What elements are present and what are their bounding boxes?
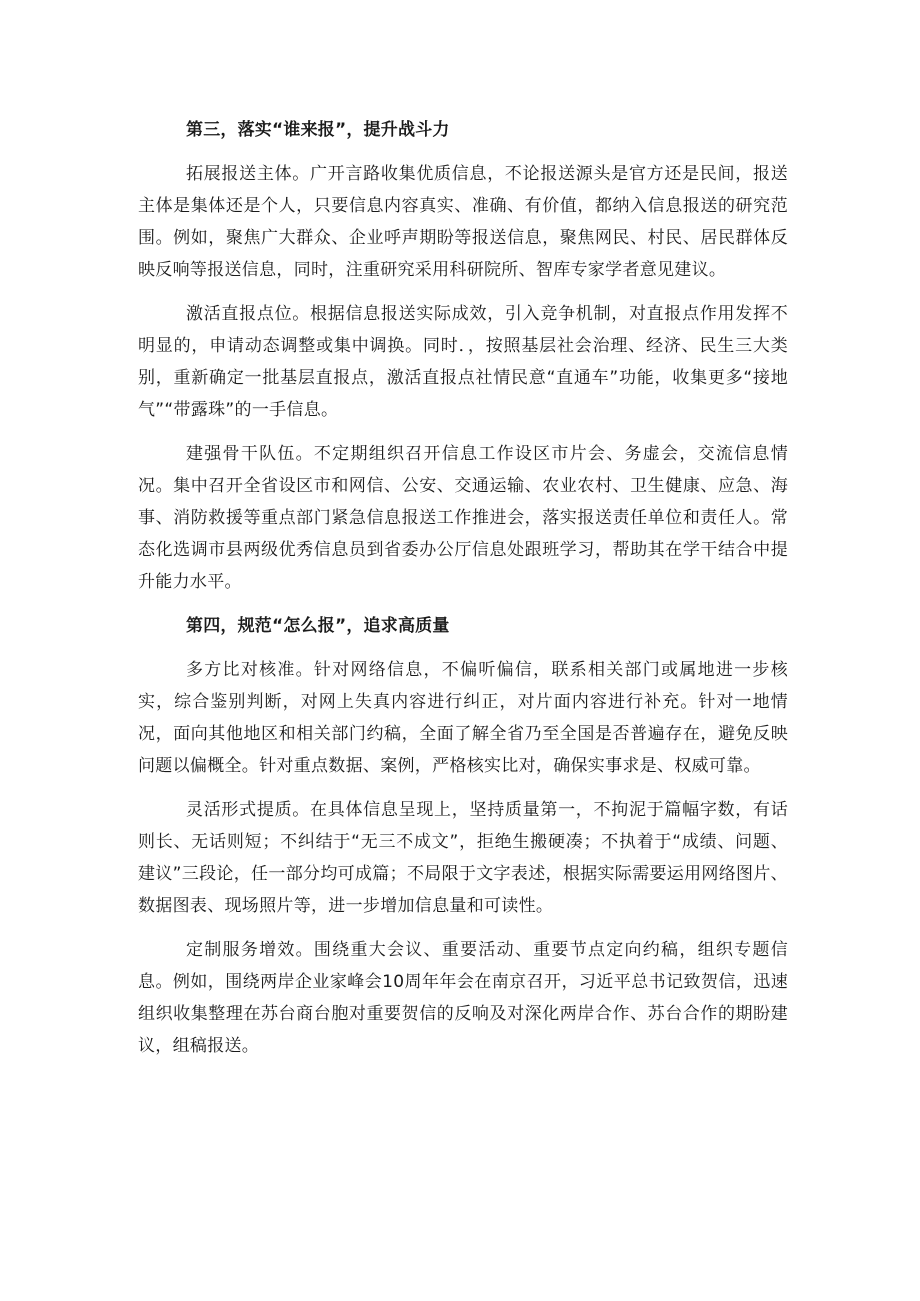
document-page (138, 114, 788, 1074)
paragraph: 多方比对核准。针对网络信息，不偏听偏信，联系相关部门或属地进一步核实，综合鉴别判断，对网上失真内容进行纠正，对片面内容进行补充。针对一地情况，面向其他地区和相关部门约稿，全面了解全省乃至全国是否普遍存在，避免反映问题以偏概全。针对重点数据、案例，严格核实比对，确保实事求是、权威可靠。 (138, 660, 788, 776)
paragraph: 拓展报送主体。广开言路收集优质信息，不论报送源头是官方还是民间，报送主体是集体还是个人，只要信息内容真实、准确、有价值，都纳入信息报送的研究范围。例如，聚焦广大群众、企业呼声期盼等报送信息，聚焦网民、村民、居民群体反映反响等报送信息，同时，注重研究采用科研院所、智库专家学者意见建议。 (138, 164, 788, 280)
paragraph: 定制服务增效。围绕重大会议、重要活动、重要节点定向约稿，组织专题信息。例如，围绕两岸企业家峰会10周年年会在南京召开，习近平总书记致贺信，迅速组织收集整理在苏台商台胞对重要贺信的反响及对深化两岸合作、苏台合作的期盼建议，组稿报送。 (138, 940, 788, 1056)
section-heading: 第三，落实“谁来报”，提升战斗力 (186, 120, 450, 140)
section-heading: 第四，规范“怎么报”，追求高质量 (186, 616, 450, 636)
paragraph: 灵活形式提质。在具体信息呈现上，坚持质量第一，不拘泥于篇幅字数，有话则长、无话则短；不纠结于“无三不成文”，拒绝生搬硬凑；不执着于“成绩、问题、建议”三段论，任一部分均可成篇；不局限于文字表述，根据实际需要运用网络图片、数据图表、现场照片等，进一步增加信息量和可读性。 (138, 800, 788, 916)
paragraph: 建强骨干队伍。不定期组织召开信息工作设区市片会、务虚会，交流信息情况。集中召开全省设区市和网信、公安、交通运输、农业农村、卫生健康、应急、海事、消防救援等重点部门紧急信息报送工作推进会，落实报送责任单位和责任人。常态化选调市县两级优秀信息员到省委办公厅信息处跟班学习，帮助其在学干结合中提升能力水平。 (138, 444, 788, 592)
paragraph: 激活直报点位。根据信息报送实际成效，引入竞争机制，对直报点作用发挥不明显的，申请动态调整或集中调换。同时．，按照基层社会治理、经济、民生三大类别，重新确定一批基层直报点，激活直报点社情民意“直通车”功能，收集更多“接地气”“带露珠”的一手信息。 (138, 304, 788, 420)
